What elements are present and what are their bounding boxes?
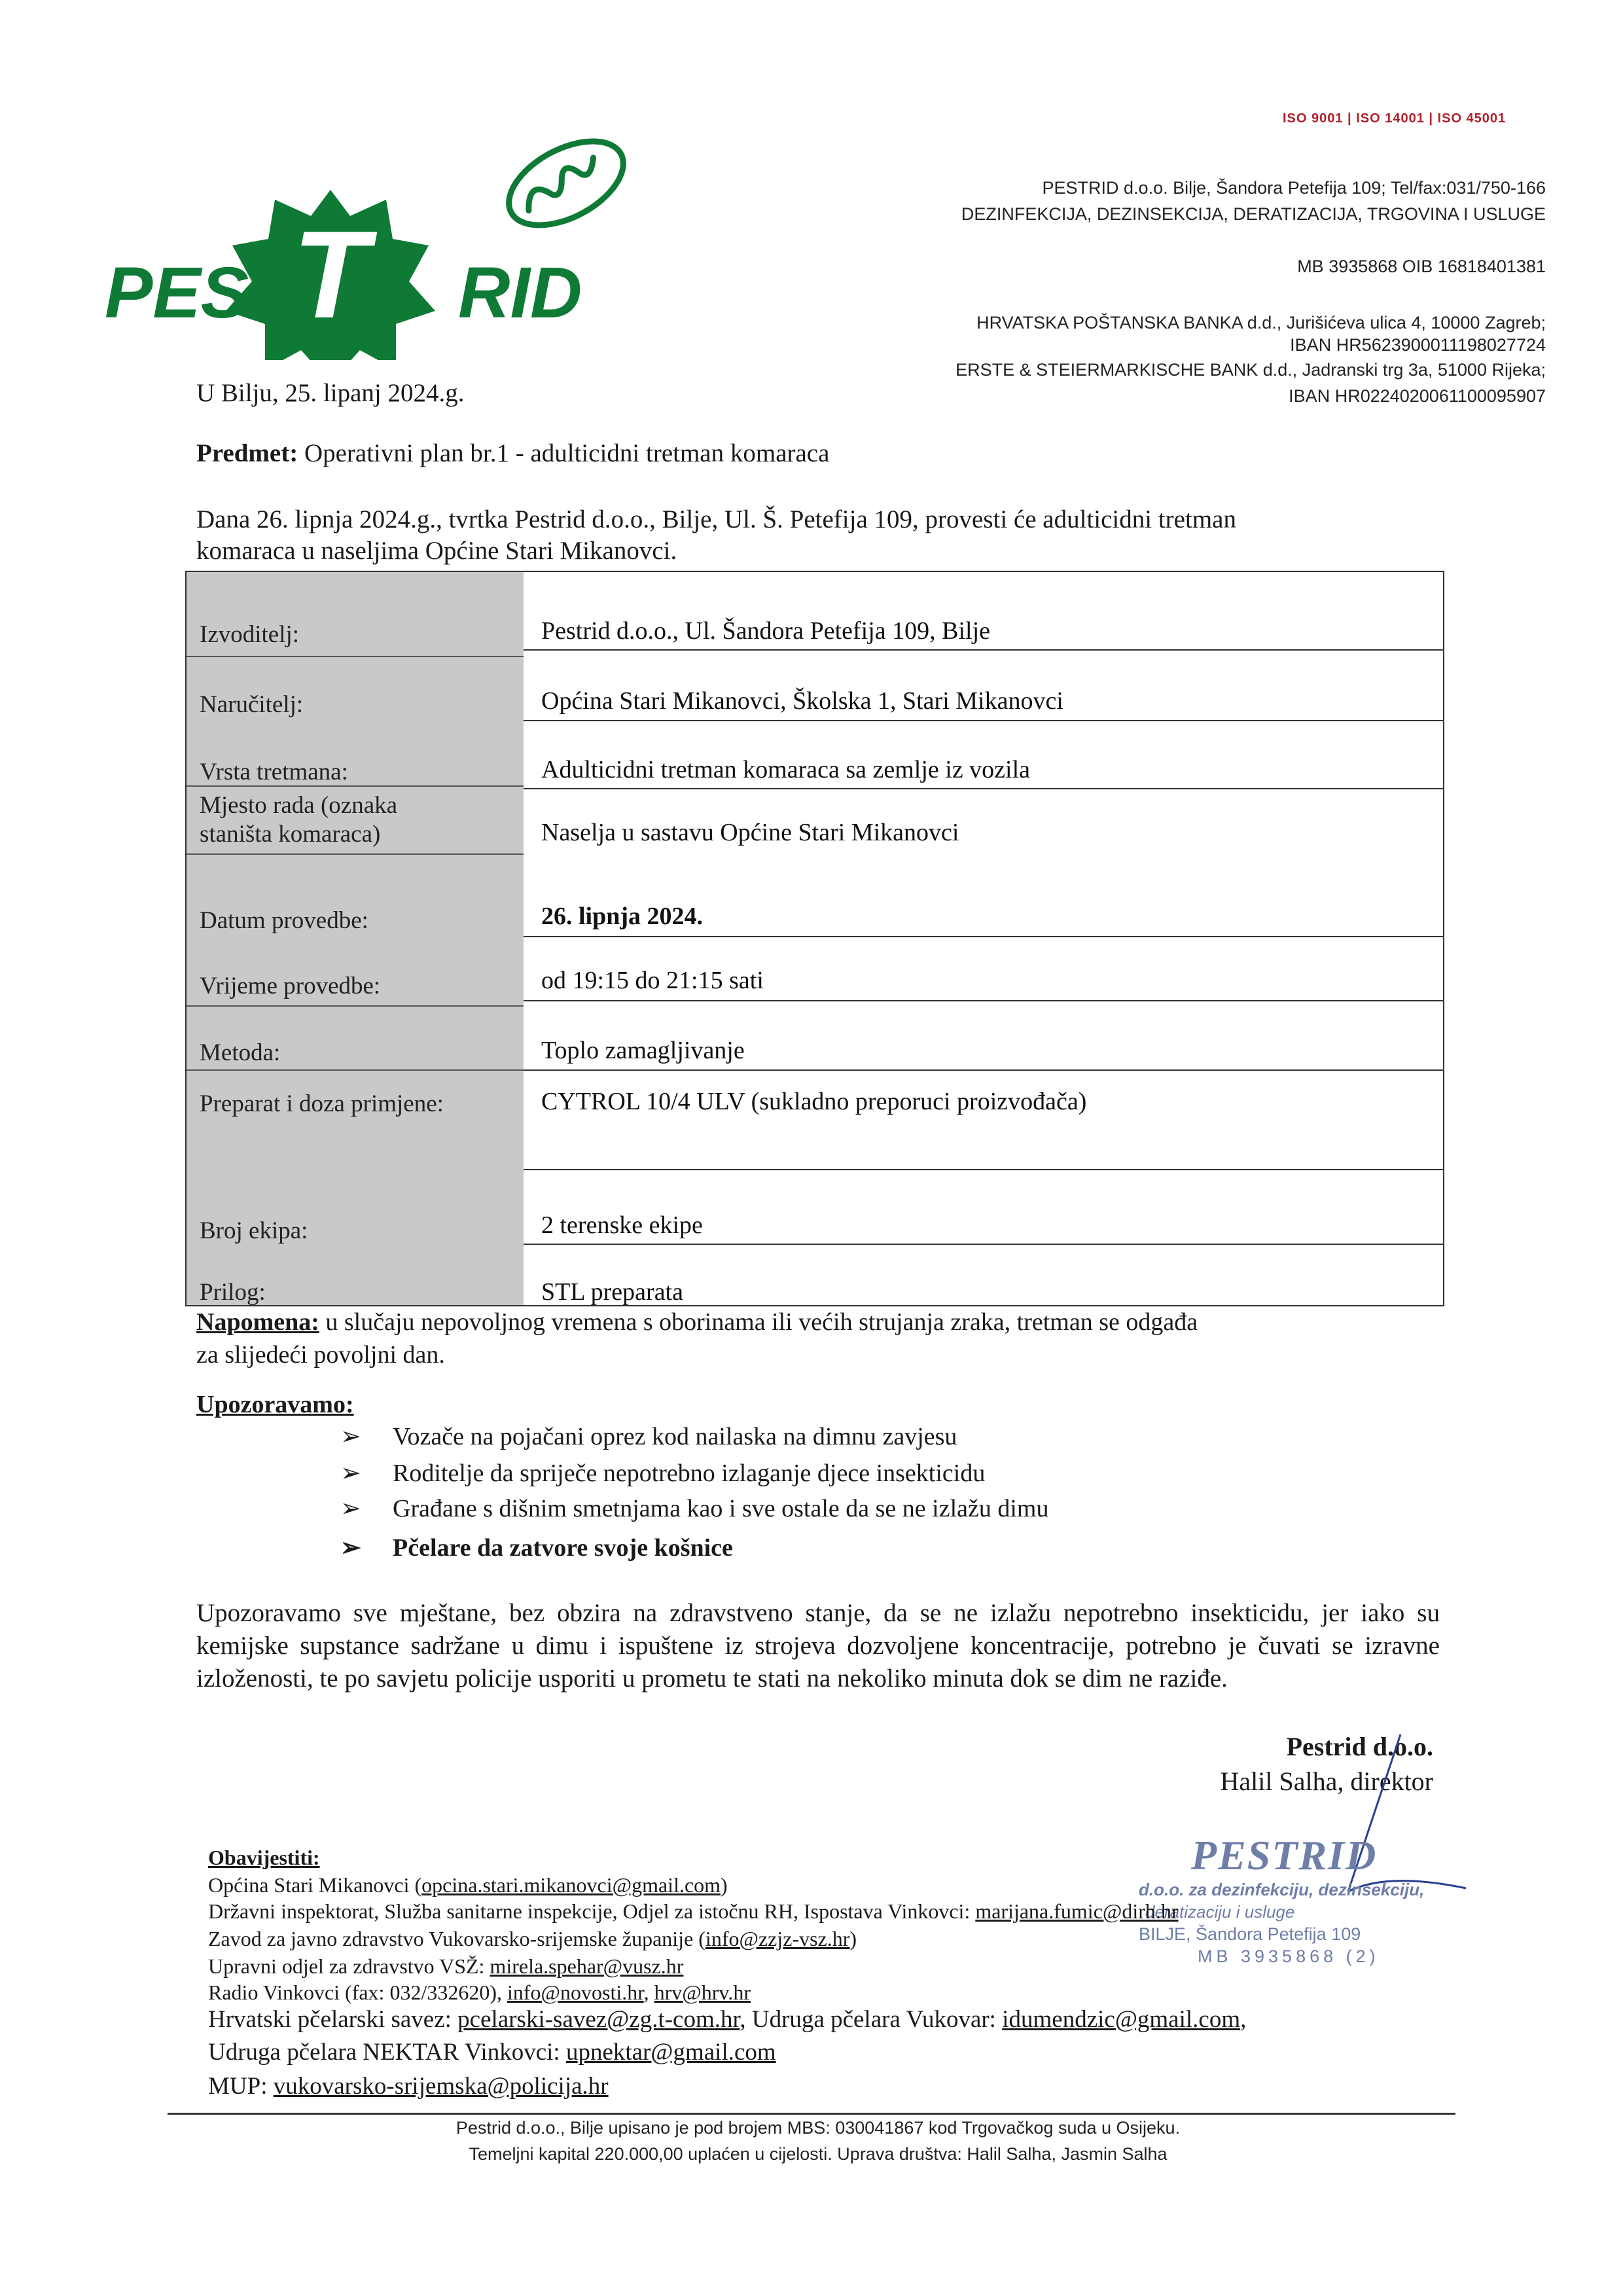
- email-link[interactable]: pcelarski-savez@zg.t-com.hr: [457, 2006, 740, 2033]
- place-date: U Bilju, 25. lipanj 2024.g.: [196, 379, 465, 407]
- operations-table: Izvoditelj: Pestrid d.o.o., Ul. Šandora Petefija 109, Bilje Naručitelj: Općina Stari Mikanovci, Školska 1, Stari Mikanovci Vrsta tretmana: Adulticidni tretman komaraca sa zemlje iz vozila Mjesto rada (oznaka staništa komaraca) Naselja u sastavu Općine Stari Mikanovci Datum provedbe: 26. lipnja 2024. Vrijeme provedbe: od 19:15 do 21:15 sati Metoda: Toplo zamagljivanje Preparat i doza primjene: CYTROL 10/4 ULV (sukladno preporuci proizvođača) Broj ekipa: 2 terenske ekipe Prilog: STL preparata: [185, 571, 1444, 1306]
- iban-1: IBAN HR5623900011198027724: [1290, 335, 1546, 355]
- warning-paragraph: Upozoravamo sve mještane, bez obzira na zdravstveno stanje, da se ne izlažu nepotrebno insekticidu, jer iako su kemijske supstance sadržane u dimu i ispuštene iz strojeva dozvoljene koncentracije, potrebno je čuvati se izravne izloženosti, te po savjetu policije usporiti u prometu te stati na nekoliko minuta dok se dim ne raziđe.: [196, 1599, 1440, 1693]
- arrow-bullet-icon: ➢: [340, 1423, 361, 1450]
- list-item: MUP: vukovarsko-srijemska@policija.hr: [208, 2073, 609, 2100]
- email-link[interactable]: marijana.fumic@dirh.hr: [975, 1899, 1179, 1923]
- signature-company: Pestrid d.o.o.: [1286, 1732, 1433, 1761]
- list-item: Upravni odjel za zdravstvo VSŽ: mirela.spehar@vusz.hr: [208, 1954, 684, 1978]
- label-column: [187, 572, 524, 1305]
- subject: Predmet: Operativni plan br.1 - adulticidni tretman komaraca: [196, 439, 830, 467]
- list-item: Radio Vinkovci (fax: 032/332620), info@novosti.hr, hrv@hrv.hr: [208, 1981, 751, 2004]
- bank-1: HRVATSKA POŠTANSKA BANKA d.d., Jurišićeva ulica 4, 10000 Zagreb;: [976, 313, 1546, 332]
- list-item: Udruga pčelara NEKTAR Vinkovci: upnektar@gmail.com: [208, 2039, 776, 2066]
- pestrid-logo: [95, 111, 671, 360]
- signature-person: Halil Salha, direktor: [1220, 1767, 1433, 1796]
- company-ids: MB 3935868 OIB 16818401381: [1297, 257, 1546, 276]
- company-address: PESTRID d.o.o. Bilje, Šandora Petefija 109; Tel/fax:031/750-166: [1042, 178, 1546, 198]
- arrow-bullet-icon: ➢: [340, 1534, 361, 1562]
- warnings-heading: Upozoravamo:: [196, 1391, 354, 1418]
- note: Napomena: u slučaju nepovoljnog vremena s oborinama ili većih strujanja zraka, tretman se odgađa za slijedeći povoljni dan.: [196, 1308, 1198, 1369]
- list-item: ➢ Roditelje da spriječe nepotrebno izlaganje djece insekticidu: [340, 1460, 986, 1487]
- list-item: Hrvatski pčelarski savez: pcelarski-savez@zg.t-com.hr, Udruga pčelara Vukovar: idumendzic@gmail.com,: [208, 2006, 1247, 2033]
- company-services: DEZINFEKCIJA, DEZINSEKCIJA, DERATIZACIJA, TRGOVINA I USLUGE: [961, 204, 1546, 224]
- logo-text-left: PES: [105, 253, 249, 333]
- svg-text:T: T: [292, 206, 369, 344]
- bank-2: ERSTE & STEIERMARKISCHE BANK d.d., Jadranski trg 3a, 51000 Rijeka;: [955, 360, 1546, 380]
- email-link[interactable]: mirela.spehar@vusz.hr: [490, 1954, 684, 1978]
- list-item: Državni inspektorat, Služba sanitarne inspekcije, Odjel za istočnu RH, Ispostava Vinkovci: marijana.fumic@dirh.hr: [208, 1899, 1179, 1923]
- email-link[interactable]: upnektar@gmail.com: [565, 2039, 776, 2066]
- notify-heading: Obavijestiti:: [208, 1846, 320, 1869]
- email-link[interactable]: opcina.stari.mikanovci@gmail.com: [421, 1873, 721, 1897]
- email-link[interactable]: info@novosti.hr: [507, 1981, 644, 2004]
- intro-paragraph: Dana 26. lipnja 2024.g., tvrtka Pestrid d.o.o., Bilje, Ul. Š. Petefija 109, provesti će adulticidni tretman komaraca u naseljima Općine Stari Mikanovci.: [196, 505, 1236, 565]
- iso-certifications: ISO 9001 | ISO 14001 | ISO 45001: [1283, 111, 1507, 126]
- arrow-bullet-icon: ➢: [340, 1495, 361, 1522]
- arrow-bullet-icon: ➢: [340, 1460, 361, 1487]
- footer-capital: Temeljni kapital 220.000,00 uplaćen u cijelosti. Uprava društva: Halil Salha, Jasmin Salha: [469, 2144, 1168, 2164]
- footer-divider: [168, 2113, 1455, 2115]
- footer-registration: Pestrid d.o.o., Bilje upisano je pod brojem MBS: 030041867 kod Trgovačkog suda u Osijeku.: [455, 2118, 1181, 2138]
- email-link[interactable]: hrv@hrv.hr: [654, 1981, 751, 2004]
- list-item: ➢ Građane s dišnim smetnjama kao i sve ostale da se ne izlažu dimu: [340, 1495, 1049, 1522]
- email-link[interactable]: info@zzjz-vsz.hr: [705, 1927, 850, 1950]
- email-link[interactable]: vukovarsko-srijemska@policija.hr: [273, 2073, 609, 2100]
- iban-2: IBAN HR0224020061100095907: [1289, 386, 1546, 406]
- list-item: ➢ Vozače na pojačani oprez kod nailaska na dimnu zavjesu: [340, 1423, 957, 1450]
- logo-text-right: RID: [458, 253, 582, 333]
- list-item: ➢ Pčelare da zatvore svoje košnice: [340, 1534, 733, 1562]
- list-item: Zavod za javno zdravstvo Vukovarsko-srijemske županije (info@zzjz-vsz.hr): [208, 1927, 857, 1950]
- logo-oval-emblem: [495, 124, 637, 242]
- company-stamp: PESTRID d.o.o. za dezinfekciju, dezinsekciju, deratizaciju i usluge BILJE, Šandora Petefija 109 MB 3935868 (2): [1139, 1832, 1425, 1966]
- list-item: Općina Stari Mikanovci (opcina.stari.mikanovci@gmail.com): [208, 1873, 728, 1897]
- email-link[interactable]: idumendzic@gmail.com: [1002, 2006, 1241, 2033]
